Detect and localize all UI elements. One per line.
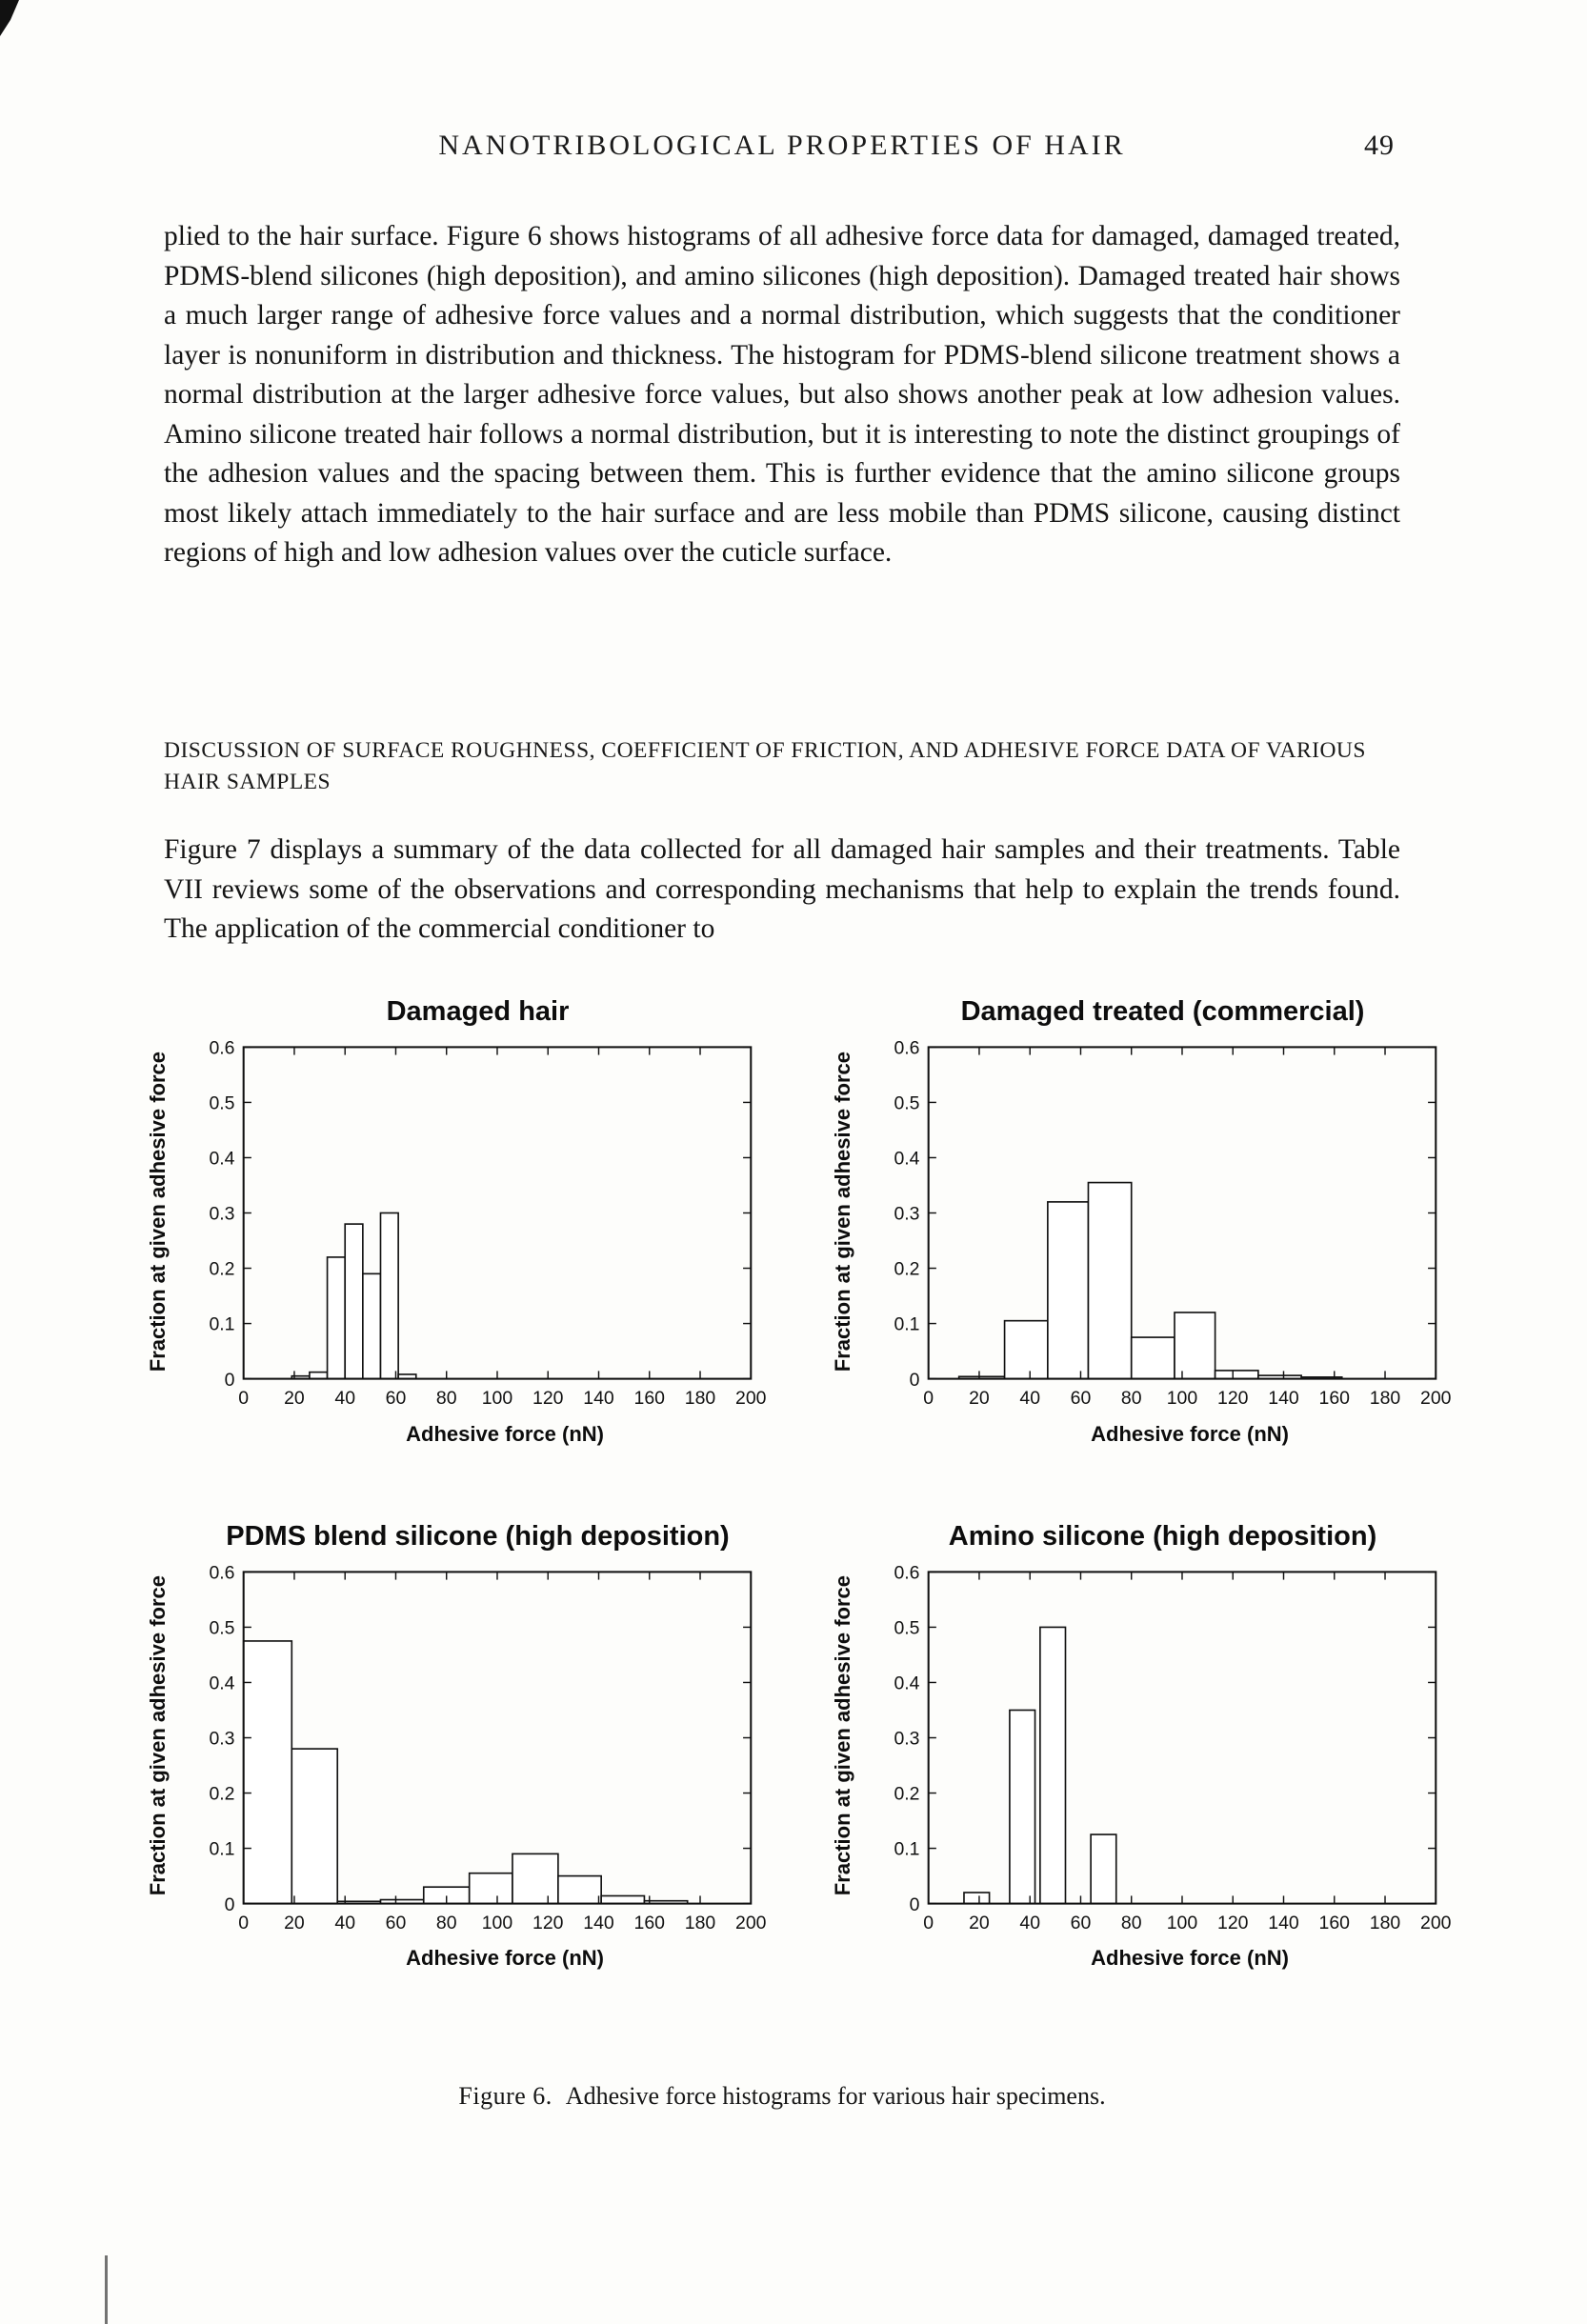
svg-text:0.2: 0.2 xyxy=(894,1258,920,1280)
svg-text:200: 200 xyxy=(735,1912,767,1933)
figure-6 xyxy=(141,996,1465,1971)
histogram-plot xyxy=(175,1556,780,1943)
svg-text:180: 180 xyxy=(684,1912,716,1933)
svg-text:160: 160 xyxy=(1318,1388,1350,1410)
svg-text:0.5: 0.5 xyxy=(894,1617,920,1639)
svg-text:140: 140 xyxy=(1268,1912,1299,1933)
histogram-plot xyxy=(860,1556,1465,1943)
svg-text:120: 120 xyxy=(1217,1912,1249,1933)
scan-artifact xyxy=(0,0,19,36)
svg-text:140: 140 xyxy=(583,1388,614,1410)
chart-pdms-blend-silicone xyxy=(141,1521,780,1972)
svg-text:40: 40 xyxy=(1019,1912,1041,1933)
svg-text:100: 100 xyxy=(1166,1388,1198,1410)
svg-text:0.4: 0.4 xyxy=(894,1148,920,1170)
chart-damaged-hair xyxy=(141,996,780,1447)
body-paragraph-2: Figure 7 displays a summary of the data collected for all damaged hair samples and their treatments. Table VII reviews some of the observations and corresponding mechanisms that help to explain the trends found. The application of the commercial conditioner to xyxy=(164,834,1400,944)
chart-title: Damaged treated (commercial) xyxy=(960,996,1365,1027)
svg-text:0.1: 0.1 xyxy=(894,1313,920,1335)
scan-artifact xyxy=(105,2255,108,2324)
svg-text:0.6: 0.6 xyxy=(209,1562,235,1584)
svg-text:0: 0 xyxy=(224,1893,235,1915)
running-header-title: NANOTRIBOLOGICAL PROPERTIES OF HAIR xyxy=(438,130,1126,161)
svg-text:0.1: 0.1 xyxy=(209,1313,235,1335)
svg-text:0.3: 0.3 xyxy=(894,1728,920,1750)
y-axis-label: Fraction at given adhesive force xyxy=(831,1051,854,1372)
svg-text:120: 120 xyxy=(532,1912,564,1933)
svg-text:0: 0 xyxy=(909,1369,920,1391)
svg-text:0.3: 0.3 xyxy=(209,1728,235,1750)
svg-text:160: 160 xyxy=(633,1388,665,1410)
svg-text:80: 80 xyxy=(435,1912,457,1933)
svg-text:0.6: 0.6 xyxy=(894,1037,920,1059)
svg-text:80: 80 xyxy=(435,1388,457,1410)
svg-text:60: 60 xyxy=(1070,1912,1092,1933)
svg-text:160: 160 xyxy=(633,1912,665,1933)
svg-text:0.5: 0.5 xyxy=(209,1092,235,1114)
body-paragraph-1: plied to the hair surface. Figure 6 shows histograms of all adhesive force data for damaged, damaged treated, PDMS-blend silicones (high deposition), and amino silicones (high deposition). Damaged treated hair shows a much larger range of adhesive force values and a normal distribution, which suggests that the conditioner layer is nonuniform in distribution and thickness. The histogram for PDMS-blend silicone treatment shows a normal distribution at the larger adhesive force values, but also shows another peak at low adhesion values. Amino silicone treated hair follows a normal distribution, but it is interesting to note the distinct groupings of the adhesion values and the spacing between them. This is further evidence that the amino silicone groups most likely attach immediately to the hair surface and are less mobile than PDMS silicone, causing distinct regions of high and low adhesion values over the cuticle surface. xyxy=(164,221,1400,568)
chart-amino-silicone xyxy=(826,1521,1465,1972)
svg-text:0.2: 0.2 xyxy=(209,1783,235,1805)
svg-text:20: 20 xyxy=(969,1912,990,1933)
svg-text:180: 180 xyxy=(1369,1912,1401,1933)
y-axis-label: Fraction at given adhesive force xyxy=(146,1051,170,1372)
svg-text:120: 120 xyxy=(1217,1388,1249,1410)
svg-text:0.2: 0.2 xyxy=(209,1258,235,1280)
x-axis-label: Adhesive force (nN) xyxy=(406,1421,604,1446)
svg-text:180: 180 xyxy=(1369,1388,1401,1410)
svg-text:100: 100 xyxy=(1166,1912,1198,1933)
svg-text:60: 60 xyxy=(385,1912,407,1933)
svg-text:100: 100 xyxy=(481,1912,513,1933)
chart-title: Damaged hair xyxy=(386,996,570,1027)
chart-damaged-treated-commercial xyxy=(826,996,1465,1447)
svg-text:100: 100 xyxy=(481,1388,513,1410)
chart-title: PDMS blend silicone (high deposition) xyxy=(226,1520,730,1552)
svg-text:200: 200 xyxy=(1420,1388,1452,1410)
svg-text:0.2: 0.2 xyxy=(894,1783,920,1805)
svg-text:80: 80 xyxy=(1120,1388,1142,1410)
svg-text:40: 40 xyxy=(334,1912,356,1933)
svg-text:180: 180 xyxy=(684,1388,716,1410)
svg-text:60: 60 xyxy=(1070,1388,1092,1410)
svg-text:20: 20 xyxy=(284,1912,305,1933)
svg-text:120: 120 xyxy=(532,1388,564,1410)
svg-text:0.4: 0.4 xyxy=(894,1673,920,1694)
svg-text:0.3: 0.3 xyxy=(894,1203,920,1225)
page-number: 49 xyxy=(1364,130,1395,161)
svg-text:40: 40 xyxy=(334,1388,356,1410)
page-header xyxy=(164,130,1400,168)
svg-text:20: 20 xyxy=(284,1388,305,1410)
svg-text:0: 0 xyxy=(238,1912,250,1933)
svg-text:0.1: 0.1 xyxy=(209,1838,235,1860)
svg-text:0.5: 0.5 xyxy=(894,1092,920,1114)
svg-text:20: 20 xyxy=(969,1388,990,1410)
svg-text:60: 60 xyxy=(385,1388,407,1410)
svg-text:0: 0 xyxy=(923,1388,934,1410)
figure-caption-text: Adhesive force histograms for various hair specimens. xyxy=(565,2082,1106,2110)
y-axis-label: Fraction at given adhesive force xyxy=(831,1575,854,1896)
svg-text:0: 0 xyxy=(224,1369,235,1391)
histogram-plot xyxy=(175,1032,780,1418)
svg-text:0.5: 0.5 xyxy=(209,1617,235,1639)
svg-text:0.6: 0.6 xyxy=(894,1562,920,1584)
x-axis-label: Adhesive force (nN) xyxy=(1091,1946,1289,1971)
section-heading: DISCUSSION OF SURFACE ROUGHNESS, COEFFICIENT OF FRICTION, AND ADHESIVE FORCE DATA OF VARIOUS HAIR SAMPLES xyxy=(164,738,1366,794)
svg-text:40: 40 xyxy=(1019,1388,1041,1410)
svg-text:160: 160 xyxy=(1318,1912,1350,1933)
svg-text:0: 0 xyxy=(909,1893,920,1915)
svg-text:0: 0 xyxy=(923,1912,934,1933)
svg-text:200: 200 xyxy=(1420,1912,1452,1933)
svg-text:0: 0 xyxy=(238,1388,250,1410)
svg-text:0.6: 0.6 xyxy=(209,1037,235,1059)
svg-text:0.4: 0.4 xyxy=(209,1148,235,1170)
svg-text:200: 200 xyxy=(735,1388,767,1410)
figure-caption xyxy=(164,2082,1400,2111)
histogram-plot xyxy=(860,1032,1465,1418)
svg-text:140: 140 xyxy=(583,1912,614,1933)
chart-title: Amino silicone (high deposition) xyxy=(948,1520,1377,1552)
svg-text:80: 80 xyxy=(1120,1912,1142,1933)
svg-text:0.1: 0.1 xyxy=(894,1838,920,1860)
x-axis-label: Adhesive force (nN) xyxy=(1091,1421,1289,1446)
x-axis-label: Adhesive force (nN) xyxy=(406,1946,604,1971)
y-axis-label: Fraction at given adhesive force xyxy=(146,1575,170,1896)
svg-text:0.3: 0.3 xyxy=(209,1203,235,1225)
svg-text:0.4: 0.4 xyxy=(209,1673,235,1694)
figure-caption-label: Figure 6. xyxy=(458,2082,552,2110)
svg-text:140: 140 xyxy=(1268,1388,1299,1410)
